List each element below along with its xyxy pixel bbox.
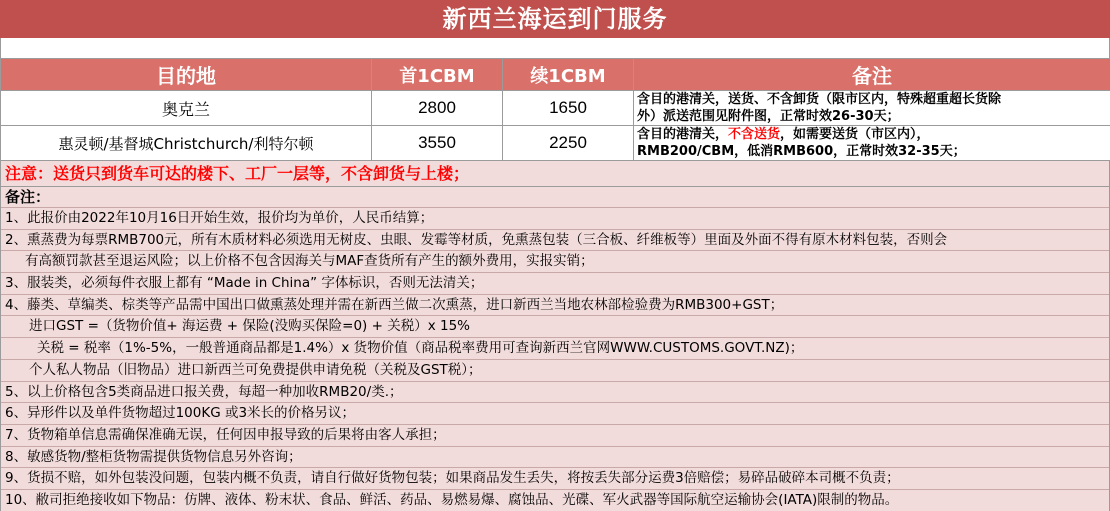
note-line: RMB200/CBM，低消RMB600，正常时效32-35天； bbox=[637, 143, 1110, 160]
remarks-title: 备注： bbox=[1, 187, 1109, 207]
remarks-section bbox=[0, 187, 1110, 511]
note-line: 含目的港清关，送货、不含卸货（限市区内，特殊超重超长货除 bbox=[637, 91, 1110, 108]
table-row bbox=[1, 126, 1110, 161]
remark-item: 个人私人物品（旧物品）进口新西兰可免费提供申请免税（关税及GST税）； bbox=[1, 359, 1109, 381]
remark-item: 有高额罚款甚至退运风险；以上价格不包含因海关与MAF查货所有产生的额外费用，实报实销； bbox=[1, 250, 1109, 272]
rate-table bbox=[0, 58, 1110, 161]
note-line: 外）派送范围见附件图，正常时效26-30天； bbox=[637, 108, 1110, 125]
extra-cbm-price: 2250 bbox=[503, 126, 634, 161]
table-row bbox=[1, 91, 1110, 126]
note-text: 含目的港清关， bbox=[637, 127, 728, 142]
remark-item: 5、以上价格包含5类商品进口报关费，每超一种加收RMB20/类.； bbox=[1, 381, 1109, 403]
remark-item: 3、服装类，必须每件衣服上都有 “Made in China” 字体标识，否则无法清关； bbox=[1, 272, 1109, 294]
extra-cbm-price: 1650 bbox=[503, 91, 634, 126]
remark-item: 9、货损不赔，如外包装没问题，包装内概不负责，请自行做好货物包装；如果商品发生丢失，将按丢失部分运费3倍赔偿；易碎品破碎本司概不负责； bbox=[1, 467, 1109, 489]
remark-item: 进口GST =（货物价值+ 海运费 + 保险(没购买保险=0) + 关税）x 15% bbox=[1, 315, 1109, 337]
remark-item: 10、敝司拒绝接收如下物品：仿牌、液体、粉末状、食品、鲜活、药品、易燃易爆、腐蚀品、光碟、军火武器等国际航空运输协会(IATA)限制的物品。 bbox=[1, 489, 1109, 511]
spacer-row bbox=[0, 38, 1110, 58]
header-destination: 目的地 bbox=[1, 59, 372, 91]
delivery-warning: 注意：送货只到货车可达的楼下、工厂一层等，不含卸货与上楼； bbox=[0, 161, 1110, 187]
first-cbm-price: 2800 bbox=[372, 91, 503, 126]
header-first-cbm: 首1CBM bbox=[372, 59, 503, 91]
remark-item: 7、货物箱单信息需确保准确无误，任何因申报导致的后果将由客人承担； bbox=[1, 424, 1109, 446]
page-title: 新西兰海运到门服务 bbox=[0, 0, 1110, 38]
remark-item: 8、敏感货物/整柜货物需提供货物信息另外咨询； bbox=[1, 446, 1109, 468]
remark-item: 2、熏蒸费为每票RMB700元，所有木质材料必须选用无树皮、虫眼、发霉等材质，免熏蒸包装（三合板、纤维板等）里面及外面不得有原木材料包装，否则会 bbox=[1, 229, 1109, 251]
remark-item: 关税 = 税率（1%-5%，一般普通商品都是1.4%）x 货物价值（商品税率费用可查询新西兰官网WWW.CUSTOMS.GOVT.NZ)； bbox=[1, 337, 1109, 359]
destination-cell: 惠灵顿/基督城Christchurch/利特尔顿 bbox=[1, 126, 372, 161]
note-line bbox=[637, 126, 1110, 143]
header-note: 备注 bbox=[634, 59, 1110, 91]
remark-item: 1、此报价由2022年10月16日开始生效，报价均为单价，人民币结算； bbox=[1, 207, 1109, 229]
table-header-row bbox=[1, 59, 1110, 91]
remark-item: 4、藤类、草编类、棕类等产品需中国出口做熏蒸处理并需在新西兰做二次熏蒸，进口新西兰当地农林部检验费为RMB300+GST； bbox=[1, 294, 1109, 316]
remark-item: 6、异形件以及单件货物超过100KG 或3米长的价格另议； bbox=[1, 402, 1109, 424]
note-text: ，如需要送货（市区内）， bbox=[780, 127, 930, 142]
note-cell bbox=[634, 91, 1110, 126]
note-alert-text: 不含送货 bbox=[728, 127, 780, 142]
destination-cell: 奥克兰 bbox=[1, 91, 372, 126]
note-cell bbox=[634, 126, 1110, 161]
header-extra-cbm: 续1CBM bbox=[503, 59, 634, 91]
first-cbm-price: 3550 bbox=[372, 126, 503, 161]
